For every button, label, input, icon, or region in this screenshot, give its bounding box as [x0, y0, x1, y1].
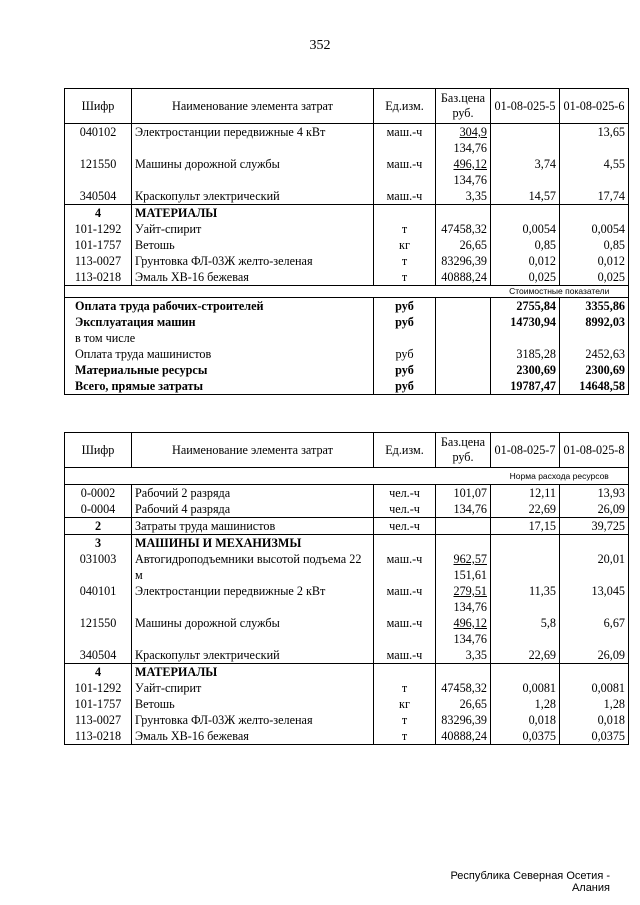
summary-value-1: 3185,28 [491, 346, 560, 362]
header-col2: 01-08-025-8 [560, 433, 629, 468]
row-value-1: 0,018 [491, 712, 560, 728]
row-code: 0-0002 [65, 485, 132, 502]
row-value-1: 5,8 [491, 615, 560, 647]
row-price: 83296,39 [436, 712, 491, 728]
summary-header: Стоимостные показатели [491, 286, 629, 298]
table-row [65, 501, 629, 518]
row-name: Электростанции передвижные 2 кВт [132, 583, 374, 615]
header-unit: Ед.изм. [374, 433, 436, 468]
summary-value-2: 2452,63 [560, 346, 629, 362]
table-row [65, 647, 629, 664]
norm-header: Норма расхода ресурсов [491, 468, 629, 485]
row-value-2: 26,09 [560, 647, 629, 664]
group-code: 4 [65, 664, 132, 681]
summary-value-2: 8992,03 [560, 314, 629, 330]
row-price: 3,35 [436, 188, 491, 205]
table-row [65, 221, 629, 237]
row-name: Эмаль ХВ-16 бежевая [132, 728, 374, 745]
row-price: 496,12 134,76 [436, 615, 491, 647]
row-code: 113-0027 [65, 253, 132, 269]
row-value-1 [491, 551, 560, 583]
footer-region: Республика Северная Осетия - Алания [450, 870, 610, 894]
row-value-2: 0,012 [560, 253, 629, 269]
summary-unit: руб [374, 378, 436, 395]
table-row [65, 124, 629, 157]
row-price: 26,65 [436, 696, 491, 712]
row-name: Краскопульт электрический [132, 647, 374, 664]
row-name: Краскопульт электрический [132, 188, 374, 205]
row-unit: чел.-ч [374, 518, 436, 535]
row-value-2: 39,725 [560, 518, 629, 535]
row-value-1: 22,69 [491, 501, 560, 518]
header-price: Баз.цена руб. [436, 433, 491, 468]
row-code: 340504 [65, 647, 132, 664]
group-name: МАТЕРИАЛЫ [132, 205, 374, 222]
row-value-1: 1,28 [491, 696, 560, 712]
row-unit: чел.-ч [374, 485, 436, 502]
header-unit: Ед.изм. [374, 89, 436, 124]
summary-unit: руб [374, 298, 436, 315]
summary-value-1 [491, 330, 560, 346]
row-code: 101-1292 [65, 221, 132, 237]
row-name: Машины дорожной службы [132, 615, 374, 647]
norm-header-row [65, 468, 629, 485]
summary-value-1: 2300,69 [491, 362, 560, 378]
row-price: 101,07 [436, 485, 491, 502]
header-col1: 01-08-025-7 [491, 433, 560, 468]
summary-unit: руб [374, 346, 436, 362]
group-code: 3 [65, 535, 132, 552]
summary-label: в том числе [65, 330, 374, 346]
cost-table-2 [64, 432, 629, 745]
row-value-2: 0,018 [560, 712, 629, 728]
row-value-1: 22,69 [491, 647, 560, 664]
group-row [65, 205, 629, 222]
header-col1: 01-08-025-5 [491, 89, 560, 124]
table-row [65, 269, 629, 286]
row-unit: т [374, 712, 436, 728]
row-value-1: 0,025 [491, 269, 560, 286]
row-value-2: 0,0054 [560, 221, 629, 237]
row-price: 40888,24 [436, 269, 491, 286]
row-value-2: 13,045 [560, 583, 629, 615]
row-value-2: 6,67 [560, 615, 629, 647]
table-row [65, 728, 629, 745]
row-value-2: 20,01 [560, 551, 629, 583]
row-name: Уайт-спирит [132, 680, 374, 696]
row-value-1: 0,012 [491, 253, 560, 269]
row-unit: маш.-ч [374, 615, 436, 647]
summary-value-2: 3355,86 [560, 298, 629, 315]
row-value-2: 26,09 [560, 501, 629, 518]
row-price: 26,65 [436, 237, 491, 253]
row-code: 2 [65, 518, 132, 535]
row-unit: кг [374, 696, 436, 712]
summary-value-1: 19787,47 [491, 378, 560, 395]
table-row [65, 712, 629, 728]
row-price: 47458,32 [436, 680, 491, 696]
group-name: МАШИНЫ И МЕХАНИЗМЫ [132, 535, 374, 552]
row-price: 134,76 [436, 501, 491, 518]
row-name: Затраты труда машинистов [132, 518, 374, 535]
summary-value-2: 14648,58 [560, 378, 629, 395]
group-name: МАТЕРИАЛЫ [132, 664, 374, 681]
header-code: Шифр [65, 433, 132, 468]
row-unit: маш.-ч [374, 551, 436, 583]
row-name: Грунтовка ФЛ-03Ж желто-зеленая [132, 712, 374, 728]
summary-unit [374, 330, 436, 346]
summary-row [65, 314, 629, 330]
row-price: 962,57 151,61 [436, 551, 491, 583]
row-name: Уайт-спирит [132, 221, 374, 237]
row-price: 83296,39 [436, 253, 491, 269]
row-code: 101-1757 [65, 237, 132, 253]
summary-unit: руб [374, 362, 436, 378]
summary-row [65, 298, 629, 315]
row-value-1: 0,0081 [491, 680, 560, 696]
header-price: Баз.цена руб. [436, 89, 491, 124]
row-unit: т [374, 728, 436, 745]
summary-label: Всего, прямые затраты [65, 378, 374, 395]
summary-unit: руб [374, 314, 436, 330]
cost-table-1 [64, 88, 629, 395]
header-code: Шифр [65, 89, 132, 124]
row-value-2: 13,93 [560, 485, 629, 502]
table-row [65, 485, 629, 502]
row-name: Эмаль ХВ-16 бежевая [132, 269, 374, 286]
row-value-2: 0,0375 [560, 728, 629, 745]
header-name: Наименование элемента затрат [132, 89, 374, 124]
summary-value-2: 2300,69 [560, 362, 629, 378]
table-row [65, 551, 629, 583]
row-unit: маш.-ч [374, 647, 436, 664]
row-unit: маш.-ч [374, 188, 436, 205]
row-code: 0-0004 [65, 501, 132, 518]
table-row [65, 188, 629, 205]
row-value-1: 12,11 [491, 485, 560, 502]
row-name: Автогидроподъемники высотой подъема 22 м [132, 551, 374, 583]
row-price: 279,51 134,76 [436, 583, 491, 615]
row-value-1: 0,85 [491, 237, 560, 253]
row-value-2: 1,28 [560, 696, 629, 712]
group-row [65, 664, 629, 681]
row-price [436, 518, 491, 535]
summary-row [65, 330, 629, 346]
table-row [65, 680, 629, 696]
summary-label: Материальные ресурсы [65, 362, 374, 378]
row-value-1: 0,0054 [491, 221, 560, 237]
row-code: 031003 [65, 551, 132, 583]
page-number: 352 [309, 38, 331, 53]
row-unit: т [374, 221, 436, 237]
row-unit: маш.-ч [374, 124, 436, 157]
table-row [65, 615, 629, 647]
header-col2: 01-08-025-6 [560, 89, 629, 124]
summary-row [65, 346, 629, 362]
row-unit: т [374, 253, 436, 269]
table-row [65, 156, 629, 188]
summary-value-2 [560, 330, 629, 346]
row-code: 121550 [65, 156, 132, 188]
row-unit: т [374, 269, 436, 286]
row-price: 3,35 [436, 647, 491, 664]
summary-label: Оплата труда рабочих-строителей [65, 298, 374, 315]
row-name: Рабочий 4 разряда [132, 501, 374, 518]
table-row [65, 696, 629, 712]
summary-value-1: 14730,94 [491, 314, 560, 330]
row-value-1: 17,15 [491, 518, 560, 535]
row-unit: кг [374, 237, 436, 253]
row-value-1: 14,57 [491, 188, 560, 205]
row-value-2: 0,85 [560, 237, 629, 253]
row-code: 101-1757 [65, 696, 132, 712]
row-value-1: 11,35 [491, 583, 560, 615]
summary-label: Оплата труда машинистов [65, 346, 374, 362]
row-value-2: 4,55 [560, 156, 629, 188]
row-value-2: 0,025 [560, 269, 629, 286]
row-unit: маш.-ч [374, 583, 436, 615]
row-name: Ветошь [132, 237, 374, 253]
row-code: 113-0218 [65, 728, 132, 745]
row-code: 101-1292 [65, 680, 132, 696]
row-code: 113-0027 [65, 712, 132, 728]
row-code: 121550 [65, 615, 132, 647]
group-row [65, 535, 629, 552]
row-code: 113-0218 [65, 269, 132, 286]
row-value-2: 13,65 [560, 124, 629, 157]
summary-header-row [65, 286, 629, 298]
row-code: 040101 [65, 583, 132, 615]
row-value-1: 3,74 [491, 156, 560, 188]
row-price: 496,12 134,76 [436, 156, 491, 188]
row-name: Грунтовка ФЛ-03Ж желто-зеленая [132, 253, 374, 269]
row-name: Ветошь [132, 696, 374, 712]
row-unit: т [374, 680, 436, 696]
table-row [65, 237, 629, 253]
group-code: 4 [65, 205, 132, 222]
row-value-2: 0,0081 [560, 680, 629, 696]
row-name: Машины дорожной службы [132, 156, 374, 188]
row-unit: маш.-ч [374, 156, 436, 188]
row-value-1 [491, 124, 560, 157]
header-name: Наименование элемента затрат [132, 433, 374, 468]
summary-row [65, 362, 629, 378]
summary-row [65, 378, 629, 395]
table-row [65, 583, 629, 615]
table-row [65, 518, 629, 535]
row-price: 40888,24 [436, 728, 491, 745]
row-unit: чел.-ч [374, 501, 436, 518]
row-price: 304,9 134,76 [436, 124, 491, 157]
table-row [65, 253, 629, 269]
row-name: Электростанции передвижные 4 кВт [132, 124, 374, 157]
row-code: 040102 [65, 124, 132, 157]
summary-label: Эксплуатация машин [65, 314, 374, 330]
row-name: Рабочий 2 разряда [132, 485, 374, 502]
row-price: 47458,32 [436, 221, 491, 237]
row-value-1: 0,0375 [491, 728, 560, 745]
row-code: 340504 [65, 188, 132, 205]
row-value-2: 17,74 [560, 188, 629, 205]
summary-value-1: 2755,84 [491, 298, 560, 315]
